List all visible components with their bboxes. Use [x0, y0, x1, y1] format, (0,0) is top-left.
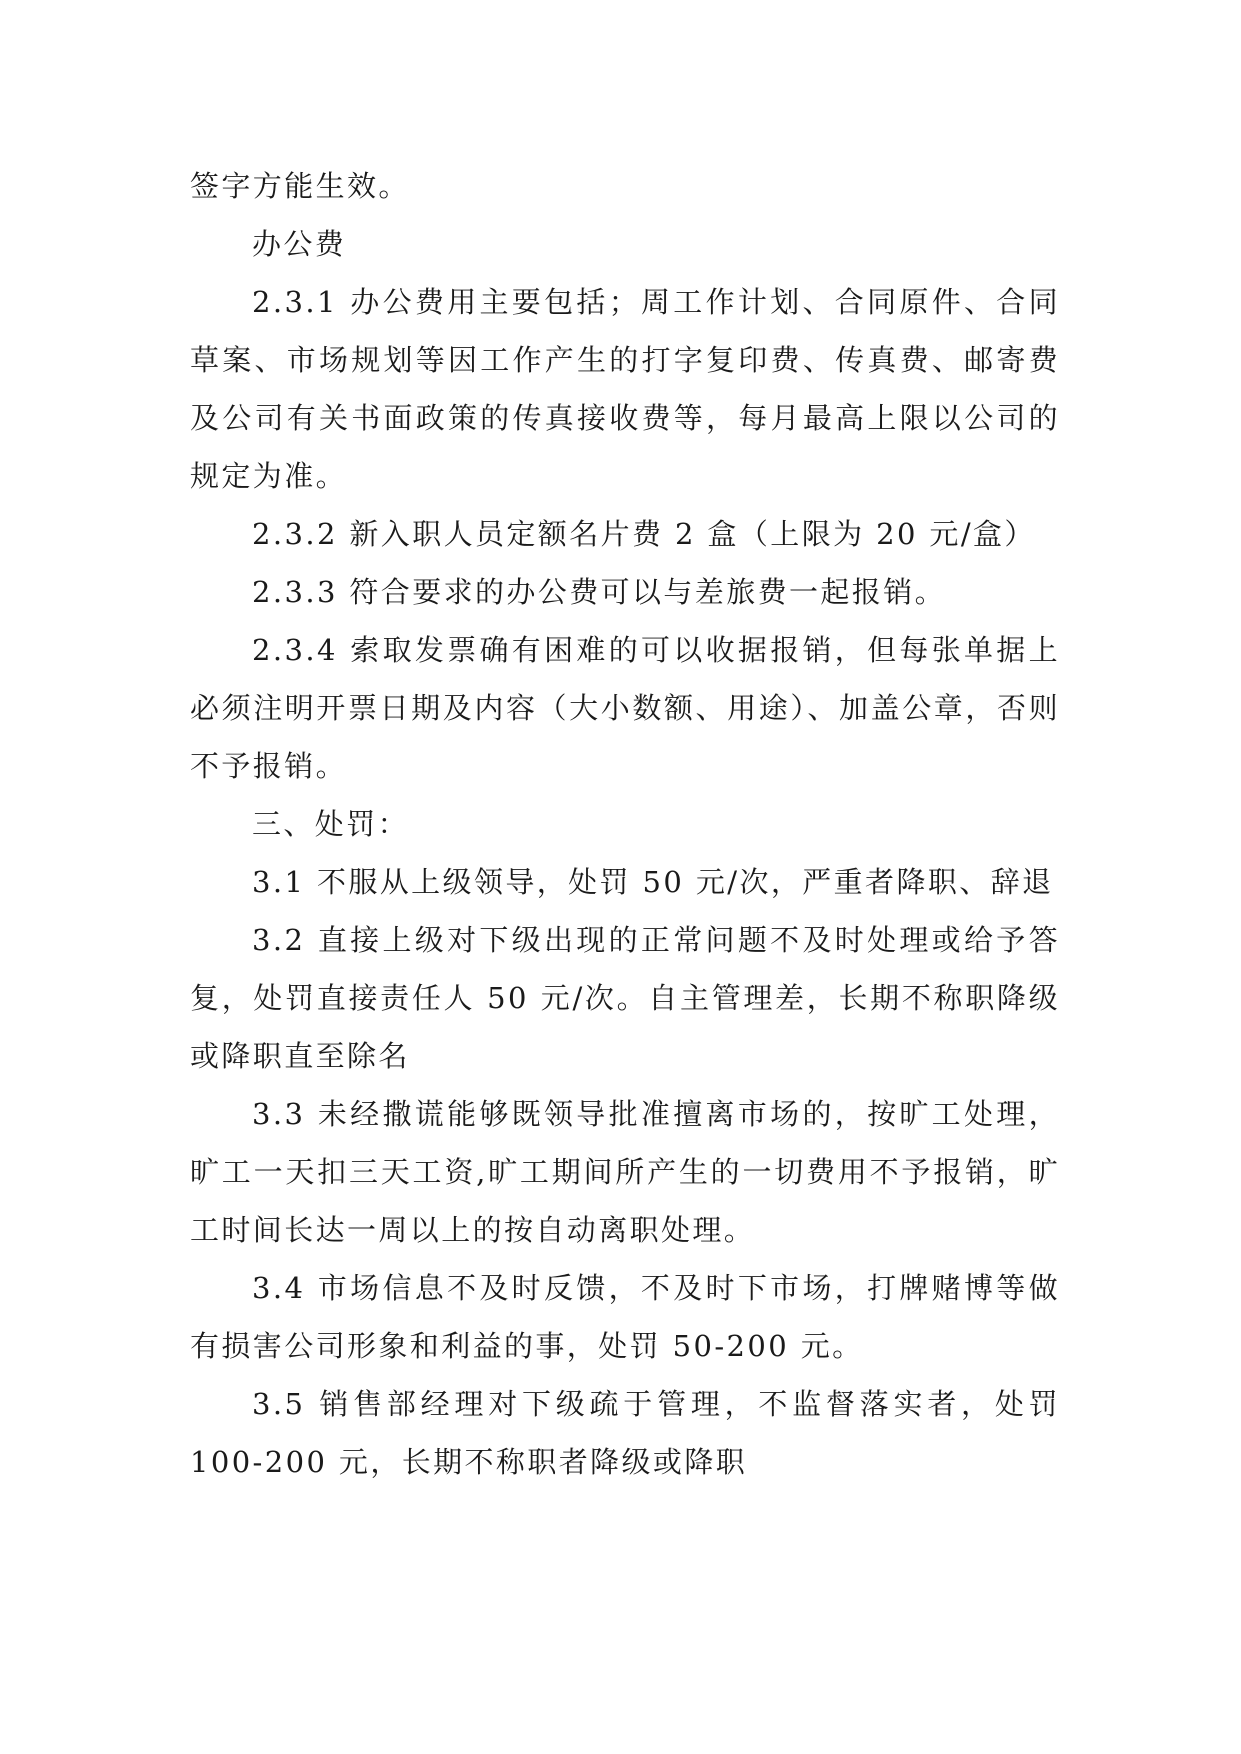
clause-2-3-3: 2.3.3 符合要求的办公费可以与差旅费一起报销。: [252, 575, 947, 609]
heading-office-expenses: 办公费: [252, 227, 347, 261]
heading-penalties: 三、处罚：: [252, 807, 410, 841]
clause-2-3-4: 2.3.4 索取发票确有困难的可以收据报销，但每张单据上必须注明开票日期及内容（大小数额、用途）、加盖公章，否则不予报销。: [190, 633, 1060, 783]
clause-2-3-1: 2.3.1 办公费用主要包括；周工作计划、合同原件、合同草案、市场规划等因工作产生的打字复印费、传真费、邮寄费及公司有关书面政策的传真接收费等，每月最高上限以公司的规定为准。: [190, 285, 1060, 493]
clause-3-2: 3.2 直接上级对下级出现的正常问题不及时处理或给予答复，处罚直接责任人 50 元/次。自主管理差，长期不称职降级或降职直至除名: [190, 923, 1060, 1073]
clause-2-3-2: 2.3.2 新入职人员定额名片费 2 盒（上限为 20 元/盒）: [252, 517, 1036, 551]
paragraph-signature-effective: 签字方能生效。: [190, 169, 410, 203]
clause-3-3: 3.3 未经撒谎能够既领导批准擅离市场的，按旷工处理，旷工一天扣三天工资,旷工期间所产生的一切费用不予报销，旷工时间长达一周以上的按自动离职处理。: [190, 1097, 1060, 1247]
document-body: [190, 157, 1060, 1491]
clause-3-5: 3.5 销售部经理对下级疏于管理，不监督落实者，处罚 100-200 元，长期不称职者降级或降职: [190, 1387, 1060, 1479]
clause-3-4: 3.4 市场信息不及时反馈，不及时下市场，打牌赌博等做有损害公司形象和利益的事，处罚 50-200 元。: [190, 1271, 1060, 1363]
clause-3-1: 3.1 不服从上级领导，处罚 50 元/次，严重者降职、辞退: [252, 865, 1054, 899]
